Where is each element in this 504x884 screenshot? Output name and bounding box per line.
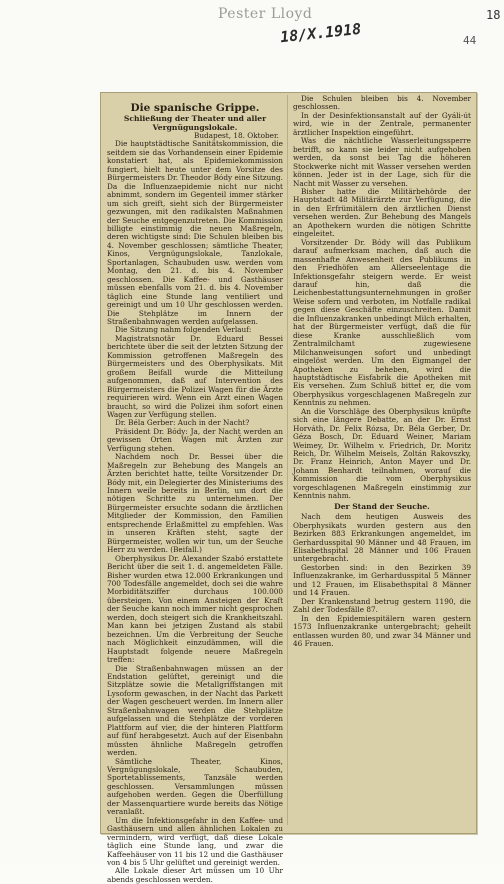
paragraph: Die Sitzung nahm folgenden Verlauf:: [115, 325, 252, 335]
archive-number: 44: [463, 34, 477, 47]
paragraph: Der Krankenstand betrug gestern 1190, die Zahl der Todesfälle 87.: [293, 596, 471, 615]
article-subtitle: Schließung der Theater und aller Vergnügungslokale.: [123, 114, 267, 132]
paragraph: An die Vorschläge des Oberphysikus knüpfte sich eine längere Debatte, an der Dr. Ernst Horváth, Dr. Felix Rózsa, Dr. Béla Gerber, Dr. Géza Bosch, Dr. Eduard Weiner, Mariam Weimey, Dr. Wilhelm v. Friedrich, Dr. Moritz Reich, Dr. Wilhelm Meisels, Zoltán Rakovszky, Dr. Franz Heinrich, Anton Mayer und Dr. Johann Benhardt teilnahmen, worauf die Kommission die vom Oberphysikus vorgeschlagenen Maßregeln einstimmig zur Kenntnis nahm.: [293, 406, 471, 501]
article-column-left: [107, 93, 283, 884]
handwritten-date: 18/X.1918: [279, 19, 362, 47]
paragraph: Bisher hatte die Militärbehörde der Hauptstadt 48 Militärärzte zur Verfügung, die in den Erfrümitälern den ärztlichen Dienst versehen werden. Zur Behebung des Mangels an Apothekern wurden die nötigen Schritte eingeleitet.: [293, 186, 471, 239]
paragraph: Oberphysikus Dr. Alexander Szabó erstattete Bericht über die seit 1. d. angemeldeten Fälle. Bisher wurden etwa 12.000 Erkrankungen und 700 Todesfälle angemeldet, doch sei die wahre Morbiditätsziffer durchaus 100.000 übersteigen. Von einem Ansteigen der Kraft der Seuche kann noch immer nicht gesprochen werden, doch steigert sich die Krankheitszahl. Man kann bei jetzigen Zustand als stabil bezeichnen. Um die Verbreitung der Seuche nach Möglichkeit einzudämmen, will die Hauptstadt folgende neuere Maßregeln treffen:: [107, 553, 283, 665]
paragraph: Präsident Dr. Bódy: Ja, der Nacht werden an gewissen Orten Wagen mit Ärzten zur Verfügung stehen.: [107, 426, 283, 453]
paragraph: Um die Infektionsgefahr in den Kaffee- und Gasthäusern und allen ähnlichen Lokalen zu vermindern, wird verfügt, daß diese Lokale täglich eine Stunde lang, und zwar die Kaffeehäuser von 11 bis 12 und die Gasthäuser von 4 bis 5 Uhr gelüftet und gereinigt werden.: [107, 815, 283, 867]
page-number: 18: [486, 8, 501, 22]
paragraph: In den Epidemiespitälern waren gestern 1573 Influenzakranke untergebracht; geheilt entlassen wurden 80, und zwar 34 Männer und 46 Frauen.: [293, 613, 471, 648]
paragraph: Nachdem noch Dr. Bessei über die Maßregeln zur Behebung des Mangels an Ärzten berichtet hatte, teilte Vorsitzender Dr. Bódy mit, ein Delegierter des Ministeriums des Innern weile bereits in Berlin, um dort die nötigen Schritte zu unternehmen. Der Bürgermeister ersuchte sodann die ärztlichen Mitglieder der Kommission, den Familien entsprechende Erlaßmittel zu empfehlen. Was in unseren Kräften steht, sagte der Bürgermeister, wollen wir tun, um der Seuche Herr zu werden. (Beifall.): [107, 452, 283, 555]
paragraph: Nach dem heutigen Ausweis des Oberphysikats wurden gestern aus den Bezirken 883 Erkrankungen angemeldet, im Gerhardusspital 90 Männer und 48 Frauen, im Elisabethspital 28 Männer und 106 Frauen untergebracht.: [293, 512, 471, 564]
paragraph: Alle Lokale dieser Art müssen um 10 Uhr abends geschlossen werden.: [107, 866, 283, 884]
paragraph: Die Straßenbahnwagen müssen an der Endstation gelüftet, gereinigt und die Sitzplätze sowie die Metallgriffstangen mit Lysoform gewaschen, in der Nacht das Parkett der Wagen gescheuert werden. Im Innern aller Straßenbahnwagen werden die Stehplätze aufgelassen und die Stehplätze der vorderen Plattform auf vier, die der hinteren Plattform auf fünf herabgesetzt. Auch auf der Eisenbahn müssten ähnliche Maßregeln getroffen werden.: [107, 663, 283, 758]
paragraph: Dr. Béla Gerber: Auch in der Nacht?: [115, 418, 250, 428]
paragraph: Die Schulen bleiben bis 4. November geschlossen.: [293, 94, 471, 112]
paragraph: In der Desinfektionsanstalt auf der Gyáli-út wird, wie in der Zentrale, permanenter ärztlicher Inspektion eingeführt.: [293, 110, 471, 137]
paragraph: Magistratsnotär Dr. Eduard Bessei berichtete über die seit der letzten Sitzung der Kommission getroffenen Maßregeln des Bürgermeisters und des Oberphysikats. Mit großem Beifall wurde die Mitteilung aufgenommen, daß auf Intervention des Bürgermeisters die Polizei Wagen für die Ärzte requirieren wird. Wenn ein Arzt einen Wagen braucht, so wird die Polizei ihm sofort einen Wagen zur Verfügung stellen.: [107, 333, 283, 419]
paragraph: Vorsitzender Dr. Bódy will das Publikum darauf aufmerksam machen, daß auch die massenhafte Anwesenheit des Publikums in den Friedhöfen am Allerseelentage die Infektionsgefahr steigern werde. Er weist darauf hin, daß die Leichenbestattungsunternehmungen in großer Weise sofern und verboten, im Notfalle radikal gegen diese Geschäfte einzuschreiten. Damit die Influenzakranken unbedingt Milch erhalten, hat der Bürgermeister verfügt, daß die für diese Kranke ausschließlich vom Zentralmilchamt zugewiesene Milchanweisungen sofort und unbedingt eingelöst werden. Um den Eigmangel der Apotheken zu beheben, wird die hauptstädtische Eisfabrik die Apotheken mit Eis versehen. Zum Schluß bittet er, die vom Oberphysikus vorgeschlagenen Maßregeln zur Kenntnis zu nehmen.: [293, 237, 471, 408]
paragraph: Gestorben sind: in den Bezirken 39 Influenzakranke, im Gerhardusspital 5 Männer und 12 Frauen, im Elisabethspital 8 Männer und 14 Frauen.: [293, 562, 471, 598]
paragraph: Sämtliche Theater, Kinos, Vergnügungslokale, Schaubuden, Sportetablissements, Tanzsäle werden geschlossen. Versammlungen müssen aufgehoben werden. Gegen die Überfüllung der Massenquartiere wurde bereits das Nötige veranlaßt.: [107, 756, 283, 817]
newspaper-clipping: [100, 92, 477, 884]
section-heading: Der Stand der Seuche.: [334, 501, 430, 511]
article-dateline: Budapest, 18. Oktober.: [193, 131, 279, 140]
article-column-right: [293, 95, 471, 835]
paragraph: Was die nächtliche Wasserleitungssperre betrifft, so kann sie leider nicht aufgehoben werden, da sonst bei Tag die höheren Stockwerke nicht mit Wasser versehen werden können. Jeder ist in der Lage, sich für die Nacht mit Wasser zu versehen.: [293, 136, 471, 188]
column-divider: [287, 95, 288, 825]
article-title: Die spanische Grippe.: [130, 102, 260, 114]
newspaper-masthead: Pester Lloyd: [218, 6, 313, 22]
paragraph: Die hauptstädtische Sanitätskommission, die seitdem sie das Vorhandensein einer Epidemie konstatiert hat, als Epidemiekommission fungiert, hielt heute unter dem Vorsitze des Bürgermeisters Dr. Theodor Bódy eine Sitzung. Da die Influenzaepidemie nicht nur nicht abnimmt, sondern im Gegenteil immer stärker um sich greift, sieht sich der Bürgermeister gezwungen, mit den radikalsten Maßnahmen der Seuche entgegenzutreten. Die Kommission billigte einstimmig die neuen Maßregeln, deren wichtigste sind: Die Schulen bleiben bis 4. November geschlossen; sämtliche Theater, Kinos, Vergnügungslokale, Tanzlokale, Sportanlagen, Schaubuden usw. werden vom Montag, den 21. d. bis 4. November geschlossen. Die Kaffee- und Gasthäuser müssen ebenfalls vom 21. d. bis 4. November täglich eine Stunde lang ventiliert und gereinigt und um 10 Uhr geschlossen werden. Die Stehplätze im Innern der Straßenbahnwagen werden aufgelassen.: [107, 139, 283, 326]
